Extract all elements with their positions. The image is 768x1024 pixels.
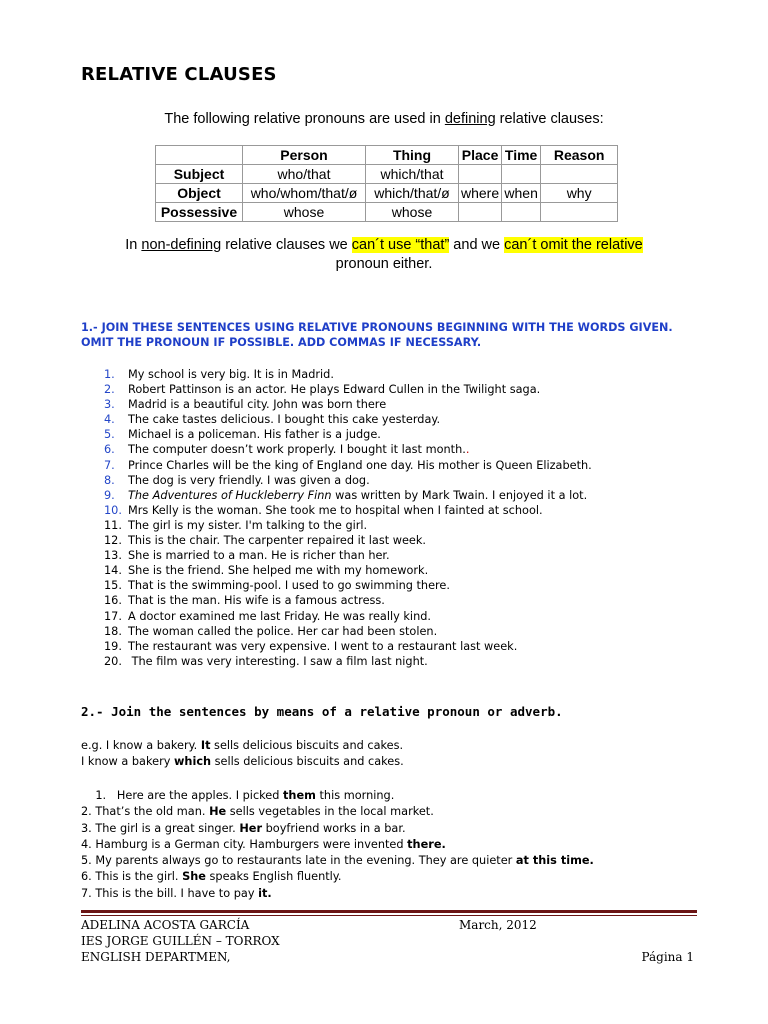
table-header-cell: Place <box>459 146 502 165</box>
list-item <box>81 853 594 869</box>
list-item <box>104 427 592 442</box>
list-item <box>104 442 592 457</box>
table-cell <box>459 203 502 222</box>
item-bold: it. <box>258 886 272 900</box>
item-text: this morning. <box>315 789 395 802</box>
item-text: She is married to a man. He is richer than her. <box>128 549 390 563</box>
list-item <box>104 458 592 473</box>
example-bold: which <box>173 755 212 768</box>
list-item <box>104 533 592 548</box>
nd-highlight: can´t omit the relative <box>504 237 643 253</box>
list-item <box>104 397 592 412</box>
table-cell <box>502 165 541 184</box>
table-cell: why <box>541 184 618 203</box>
footer-school: IES JORGE GUILLÉN – TORROX <box>81 934 280 948</box>
example-line-1 <box>81 739 403 752</box>
table-row-header: Object <box>156 184 243 203</box>
list-item <box>104 503 592 518</box>
item-text: 6. This is the girl. <box>81 870 183 884</box>
item-number: 13. <box>104 549 122 563</box>
item-number: 1. <box>104 368 115 381</box>
item-text: The restaurant was very expensive. I went to a restaurant last week. <box>128 639 518 653</box>
item-number: 20. <box>104 654 122 668</box>
item-text: The computer doesn’t work properly. I bought it last month. <box>128 443 466 457</box>
item-bold: them <box>283 789 316 802</box>
footer-divider-thin <box>81 915 697 916</box>
item-text: The film was very interesting. I saw a film last night. <box>128 654 428 668</box>
list-item <box>104 412 592 427</box>
item-text: She is the friend. She helped me with my homework. <box>128 564 429 578</box>
table-cell: whose <box>243 203 366 222</box>
item-text: Mrs Kelly is the woman. She took me to hospital when I fainted at school. <box>128 503 543 517</box>
list-item <box>104 609 592 624</box>
list-item <box>81 869 594 885</box>
item-text: The woman called the police. Her car had been stolen. <box>128 624 438 638</box>
table-header-cell <box>156 146 243 165</box>
footer-page-number: Página 1 <box>641 950 694 964</box>
item-text: 1. Here are the apples. I picked <box>81 789 284 802</box>
item-number: 3. <box>104 398 115 412</box>
table-cell <box>541 203 618 222</box>
item-bold: She <box>182 870 206 884</box>
item-text: speaks English fluently. <box>205 870 342 884</box>
item-number: 15. <box>104 579 122 593</box>
nd-text: In <box>125 237 142 253</box>
non-defining-note <box>0 236 768 274</box>
list-item <box>104 593 592 608</box>
item-bold: there. <box>407 837 446 851</box>
item-number: 2. <box>104 383 115 397</box>
list-item <box>104 624 592 639</box>
item-number: 7. <box>104 458 115 472</box>
table-cell: who/whom/that/ø <box>243 184 366 203</box>
list-item <box>104 578 592 593</box>
table-cell <box>502 203 541 222</box>
list-item <box>81 837 594 853</box>
list-item <box>104 473 592 488</box>
list-item <box>104 563 592 578</box>
nd-text: and we <box>449 237 505 253</box>
footer-author: ADELINA ACOSTA GARCÍA <box>81 918 250 932</box>
table-cell: which/that/ø <box>366 184 459 203</box>
list-item <box>81 821 594 837</box>
item-bold: Her <box>239 821 263 835</box>
item-bold: at this time. <box>515 854 594 868</box>
item-italic: The Adventures of Huckleberry Finn <box>128 488 332 502</box>
item-number: 18. <box>104 624 122 638</box>
example-bold: It <box>200 739 211 752</box>
table-header-row <box>156 146 618 165</box>
item-text: boyfriend works in a bar. <box>262 821 406 835</box>
item-number: 19. <box>104 639 122 653</box>
item-bold: He <box>209 805 227 819</box>
item-text: 2. That’s the old man. <box>81 805 210 819</box>
item-number: 10. <box>104 503 122 517</box>
item-number: 12. <box>104 534 122 548</box>
example-text: I know a bakery <box>81 755 174 768</box>
list-item <box>81 788 594 804</box>
item-number: 6. <box>104 443 115 457</box>
item-number: 17. <box>104 609 122 623</box>
table-cell: which/that <box>366 165 459 184</box>
item-text: A doctor examined me last Friday. He was really kind. <box>128 609 431 623</box>
item-text: Madrid is a beautiful city. John was born there <box>128 398 387 412</box>
table-header-cell: Reason <box>541 146 618 165</box>
table-cell <box>541 165 618 184</box>
item-text: Michael is a policeman. His father is a judge. <box>128 428 381 442</box>
table-row <box>156 203 618 222</box>
item-text: That is the swimming-pool. I used to go swimming there. <box>128 579 450 593</box>
item-text: That is the man. His wife is a famous actress. <box>128 594 385 608</box>
list-item <box>104 639 592 654</box>
table-header-cell: Thing <box>366 146 459 165</box>
item-number: 16. <box>104 594 122 608</box>
list-item <box>104 367 592 382</box>
table-row-header: Subject <box>156 165 243 184</box>
item-extra-dot: . <box>465 443 470 457</box>
item-text: My school is very big. It is in Madrid. <box>128 368 334 381</box>
item-number: 11. <box>104 518 122 532</box>
exercise2-list <box>81 788 594 902</box>
footer-divider <box>81 910 697 913</box>
table-cell: whose <box>366 203 459 222</box>
nd-text: relative clauses we <box>221 237 352 253</box>
intro-text <box>0 111 768 127</box>
pronoun-table <box>155 145 618 222</box>
exercise2-heading: 2.- Join the sentences by means of a relative pronoun or adverb. <box>81 704 563 719</box>
intro-after: relative clauses: <box>495 111 604 127</box>
example-text: e.g. I know a bakery. <box>81 739 201 752</box>
nd-highlight: can´t use “that” <box>351 237 450 253</box>
table-row-header: Possessive <box>156 203 243 222</box>
example-text: sells delicious biscuits and cakes. <box>210 739 404 752</box>
list-item <box>104 518 592 533</box>
list-item <box>104 548 592 563</box>
item-text: was written by Mark Twain. I enjoyed it a lot. <box>331 488 588 502</box>
exercise1-list <box>104 367 592 669</box>
exercise1-heading: 1.- JOIN THESE SENTENCES USING RELATIVE PRONOUNS BEGINNING WITH THE WORDS GIVEN. OMIT THE PRONOUN IF POSSIBLE. ADD COMMAS IF NECESSARY. <box>81 321 673 349</box>
item-number: 5. <box>104 428 115 442</box>
item-text: The girl is my sister. I'm talking to the girl. <box>128 518 368 532</box>
list-item <box>104 488 592 503</box>
item-text: 4. Hamburg is a German city. Hamburgers were invented <box>81 837 408 851</box>
footer-date: March, 2012 <box>459 918 537 932</box>
table-cell <box>459 165 502 184</box>
item-text: 7. This is the bill. I have to pay <box>81 886 259 900</box>
item-text: 3. The girl is a great singer. <box>81 821 240 835</box>
table-row <box>156 184 618 203</box>
item-text: The dog is very friendly. I was given a dog. <box>128 473 370 487</box>
item-number: 14. <box>104 564 122 578</box>
list-item <box>81 886 594 902</box>
example-line-2 <box>81 755 404 768</box>
list-item <box>104 654 592 669</box>
list-item <box>104 382 592 397</box>
footer-department: ENGLISH DEPARTMEN, <box>81 950 231 964</box>
item-text: 5. My parents always go to restaurants late in the evening. They are quieter <box>81 854 516 868</box>
table-header-cell: Time <box>502 146 541 165</box>
item-number: 4. <box>104 413 115 427</box>
item-text: The cake tastes delicious. I bought this cake yesterday. <box>128 413 441 427</box>
nd-line2: pronoun either. <box>335 256 433 272</box>
item-number: 8. <box>104 473 115 487</box>
intro-before: The following relative pronouns are used in <box>164 111 445 127</box>
table-cell: who/that <box>243 165 366 184</box>
item-text: This is the chair. The carpenter repaired it last week. <box>128 534 427 548</box>
intro-underlined: defining <box>444 111 496 127</box>
table-header-cell: Person <box>243 146 366 165</box>
page-title: RELATIVE CLAUSES <box>81 64 277 85</box>
table-cell: when <box>502 184 541 203</box>
item-text: Prince Charles will be the king of England one day. His mother is Queen Elizabeth. <box>128 458 592 472</box>
item-number: 9. <box>104 488 115 502</box>
example-text: sells delicious biscuits and cakes. <box>211 755 404 768</box>
table-row <box>156 165 618 184</box>
nd-underlined: non-defining <box>141 237 222 253</box>
item-text: sells vegetables in the local market. <box>226 805 434 819</box>
list-item <box>81 804 594 820</box>
table-cell: where <box>459 184 502 203</box>
item-text: Robert Pattinson is an actor. He plays Edward Cullen in the Twilight saga. <box>128 383 541 397</box>
